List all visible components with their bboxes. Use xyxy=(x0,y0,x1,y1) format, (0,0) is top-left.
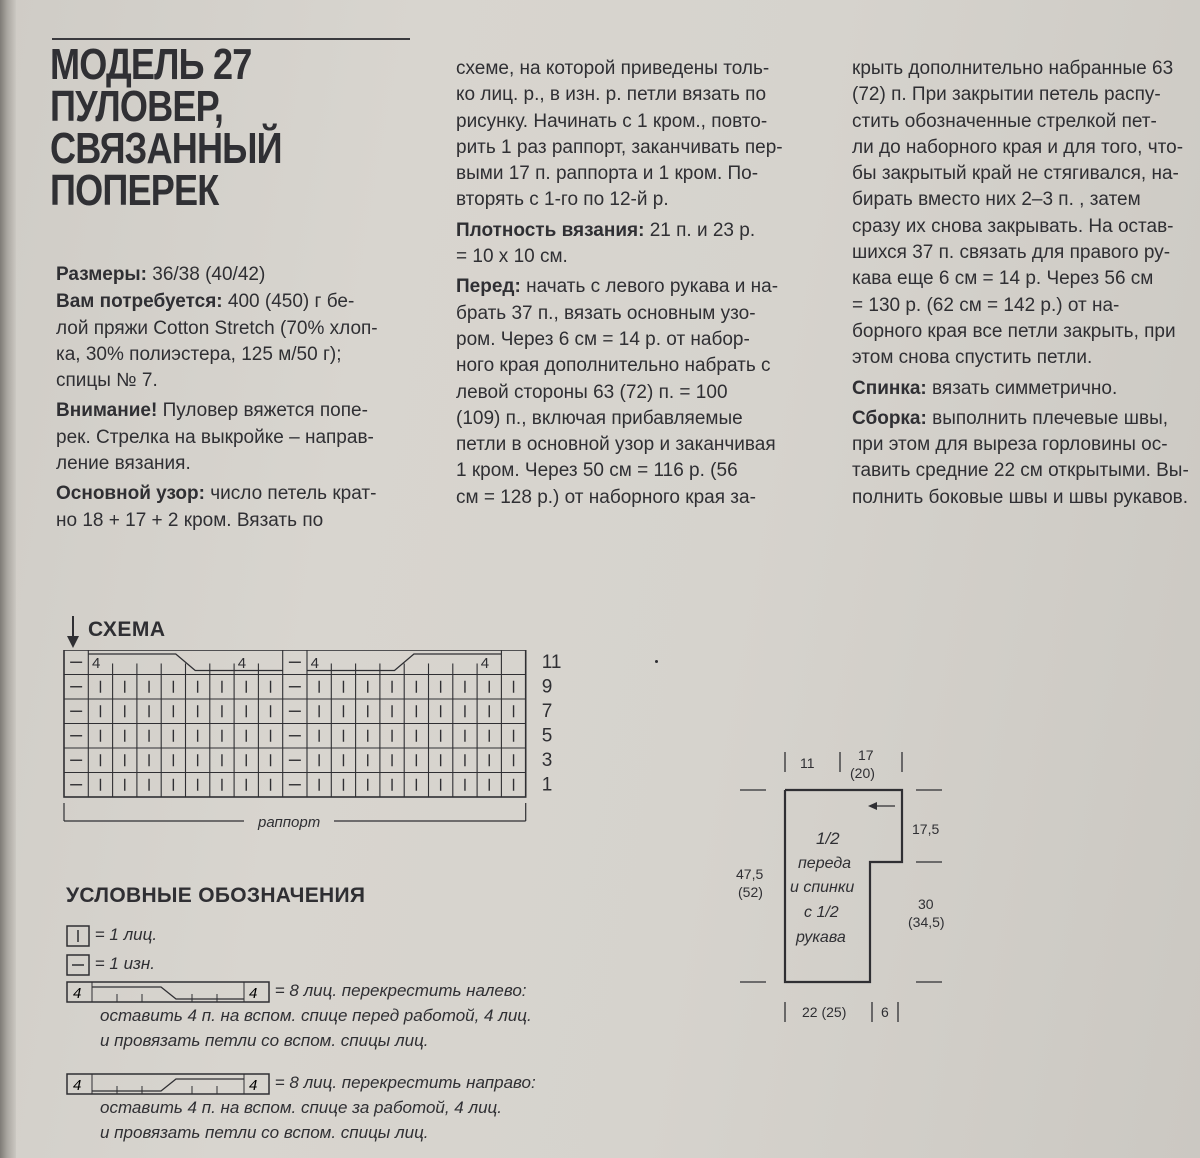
text-line: (72) п. При закрытии петель распу- xyxy=(852,84,1161,106)
piece-label-2: переда xyxy=(798,855,852,872)
dim-bottom-left: 22 (25) xyxy=(802,1004,847,1020)
attention-line: ление вязания. xyxy=(56,453,191,475)
text-line: рисунку. Начинать с 1 кром., повто- xyxy=(456,110,768,132)
text-line: борного края все петли закрыть, при xyxy=(852,320,1176,342)
cable-right-symbol-icon xyxy=(66,1073,270,1095)
cable-mark-right: 4 xyxy=(249,1076,258,1094)
knitting-chart xyxy=(62,612,562,832)
text-column-2 xyxy=(456,56,816,515)
front-line: ром. Через 6 см = 14 р. от набор- xyxy=(456,328,750,350)
main-pattern-line: число петель крат- xyxy=(204,483,377,505)
assembly-line: тавить средние 22 см открытыми. Вы- xyxy=(852,460,1189,482)
title-line-2: ПУЛОВЕР, xyxy=(50,82,224,131)
back-label: Спинка: xyxy=(852,377,927,399)
dim-top-right-alt: (20) xyxy=(850,765,875,781)
assembly-paragraph xyxy=(852,406,1200,511)
attention-line: Пуловер вяжется попе- xyxy=(157,400,368,422)
text-line: шихся 37 п. связать для правого ру- xyxy=(852,242,1171,264)
text-line: ко лиц. р., в изн. р. петли вязать по xyxy=(456,84,767,106)
cable-mark-right: 4 xyxy=(249,984,258,1002)
chart-title: СХЕМА xyxy=(88,618,166,641)
front-continuation xyxy=(852,56,1200,372)
cable-count-label: 4 xyxy=(237,655,247,672)
front-line: начать с левого рукава и на- xyxy=(520,276,779,298)
legend-cable-left xyxy=(66,978,586,1053)
text-column-3 xyxy=(852,56,1200,515)
purl-symbol-icon xyxy=(66,954,90,976)
piece-label-3: и спинки xyxy=(790,879,855,896)
garment-pattern xyxy=(730,740,990,1030)
front-label: Перед: xyxy=(456,276,521,298)
front-line: брать 37 п., вязать основным узо- xyxy=(456,302,756,324)
rapport-label: раппорт xyxy=(258,814,321,830)
dim-left: 47,5 xyxy=(736,866,764,882)
assembly-line: выполнить плечевые швы, xyxy=(926,407,1169,429)
legend-purl xyxy=(66,951,155,976)
legend-cable-right-l2: оставить 4 п. на вспом. спице за работой, 4 лиц. xyxy=(100,1098,502,1117)
text-line: сразу их снова закрывать. На остав- xyxy=(852,215,1174,237)
pattern-diagram xyxy=(730,740,990,1030)
text-line: ли до наборного края и для того, что- xyxy=(852,136,1184,158)
text-line: = 130 р. (62 см = 142 р.) от на- xyxy=(852,294,1120,316)
legend-knit xyxy=(66,922,157,947)
legend-knit-text: = 1 лиц. xyxy=(94,925,158,944)
text-line: этом снова спустить петли. xyxy=(852,347,1093,369)
chart-row-label: 5 xyxy=(541,725,553,747)
piece-label-5: рукава xyxy=(796,929,846,946)
main-pattern-paragraph xyxy=(56,481,416,534)
down-arrow-icon xyxy=(62,614,84,650)
materials-line: лой пряжи Cotton Stretch (70% хлоп- xyxy=(56,317,378,339)
front-line: петли в основной узор и заканчивая xyxy=(456,434,776,456)
legend-cable-left-l2: оставить 4 п. на вспом. спице перед работой, 4 лиц. xyxy=(100,1006,532,1025)
legend-cable-right-l1: = 8 лиц. перекрестить направо: xyxy=(274,1073,536,1092)
title-line-3: СВЯЗАННЫЙ xyxy=(50,124,282,173)
text-line: рить 1 раз раппорт, заканчивать пер- xyxy=(456,136,783,158)
title-line-1: МОДЕЛЬ 27 xyxy=(50,40,252,89)
attention-paragraph xyxy=(56,398,416,477)
materials-line: ка, 30% полиэстера, 125 м/50 г); xyxy=(56,343,342,365)
back-paragraph xyxy=(852,376,1200,402)
front-line: ного края дополнительно набрать с xyxy=(456,355,771,377)
text-line: выми 17 п. раппорта и 1 кром. По- xyxy=(456,163,759,185)
text-line: стить обозначенные стрелкой пет- xyxy=(852,110,1157,132)
dim-top-right: 17 xyxy=(858,747,874,763)
materials-label: Вам потребуется: xyxy=(56,291,223,313)
chart-row-label: 1 xyxy=(541,774,553,796)
attention-line: рек. Стрелка на выкройке – направ- xyxy=(56,426,374,448)
piece-label-4: с 1/2 xyxy=(804,904,839,921)
legend-cable-left-l3: и провязать петли со вспом. спицы лиц. xyxy=(100,1031,429,1050)
front-line: 1 кром. Через 50 см = 116 р. (56 xyxy=(456,460,738,482)
dim-right-top: 17,5 xyxy=(912,821,940,837)
legend-title: УСЛОВНЫЕ ОБОЗНАЧЕНИЯ xyxy=(66,884,366,907)
chart-row-label: 11 xyxy=(541,652,562,673)
cable-mark-left: 4 xyxy=(73,984,82,1002)
sizes-paragraph xyxy=(56,262,416,288)
direction-arrow-icon xyxy=(868,802,877,810)
main-pattern-line: но 18 + 17 + 2 кром. Вязать по xyxy=(56,509,324,531)
model-title xyxy=(50,40,353,215)
assembly-line: полнить боковые швы и швы рукавов. xyxy=(852,486,1189,508)
text-line: схеме, на которой приведены толь- xyxy=(456,58,770,79)
print-speck xyxy=(655,660,658,663)
sizes-value: 36/38 (40/42) xyxy=(146,264,266,285)
text-line: крыть дополнительно набранные 63 xyxy=(852,58,1174,79)
title-line-4: ПОПЕРЕК xyxy=(50,166,219,215)
attention-label: Внимание! xyxy=(56,400,158,422)
cable-mark-left: 4 xyxy=(73,1076,82,1094)
piece-label-1: 1/2 xyxy=(816,829,840,848)
density-paragraph xyxy=(456,218,816,271)
page-spine-shadow xyxy=(0,0,16,1158)
front-line: левой стороны 63 (72) п. = 100 xyxy=(456,381,728,403)
front-line: (109) п., включая прибавляемые xyxy=(456,407,743,429)
text-line: бирать вместо них 2–3 п. , затем xyxy=(852,189,1141,211)
chart-row-label: 9 xyxy=(541,676,553,698)
back-line: вязать симметрично. xyxy=(926,377,1118,399)
legend-purl-text: = 1 изн. xyxy=(94,954,155,973)
knit-symbol-icon xyxy=(66,925,90,947)
chart-grid xyxy=(62,650,562,830)
dim-right: 30 xyxy=(918,896,934,912)
text-line: кава еще 6 см = 14 р. Через 56 см xyxy=(852,268,1154,290)
cable-count-label: 4 xyxy=(480,655,490,672)
sizes-label: Размеры: xyxy=(56,264,147,285)
materials-line: спицы № 7. xyxy=(56,370,158,392)
chart-row-label: 3 xyxy=(541,750,553,771)
pattern-continuation xyxy=(456,56,816,214)
dim-bottom-right: 6 xyxy=(881,1004,889,1020)
assembly-line: при этом для выреза горловины ос- xyxy=(852,434,1168,456)
legend-cable-right xyxy=(66,1070,586,1145)
materials-paragraph xyxy=(56,289,416,394)
density-value: 21 п. и 23 р. xyxy=(644,219,756,241)
density-value: = 10 х 10 см. xyxy=(456,246,568,268)
dim-left-alt: (52) xyxy=(738,884,763,900)
density-label: Плотность вязания: xyxy=(456,219,645,241)
front-paragraph xyxy=(456,274,816,511)
legend-cable-right-l3: и провязать петли со вспом. спицы лиц. xyxy=(100,1123,429,1142)
text-line: вторять с 1-го по 12-й р. xyxy=(456,189,669,211)
text-column-1 xyxy=(56,262,416,538)
assembly-label: Сборка: xyxy=(852,407,927,429)
cable-count-label: 4 xyxy=(310,655,319,672)
legend-cable-left-l1: = 8 лиц. перекрестить налево: xyxy=(274,981,527,1000)
cable-left-symbol-icon xyxy=(66,981,270,1003)
cable-count-label: 4 xyxy=(91,655,101,672)
chart-row-label: 7 xyxy=(541,701,553,722)
front-line: см = 128 р.) от наборного края за- xyxy=(456,486,756,508)
text-line: бы закрытый край не стягивался, на- xyxy=(852,163,1179,185)
dim-right-alt: (34,5) xyxy=(908,914,945,930)
dim-top-left: 11 xyxy=(800,755,815,771)
materials-line: 400 (450) г бе- xyxy=(222,291,355,313)
main-pattern-label: Основной узор: xyxy=(56,483,205,505)
